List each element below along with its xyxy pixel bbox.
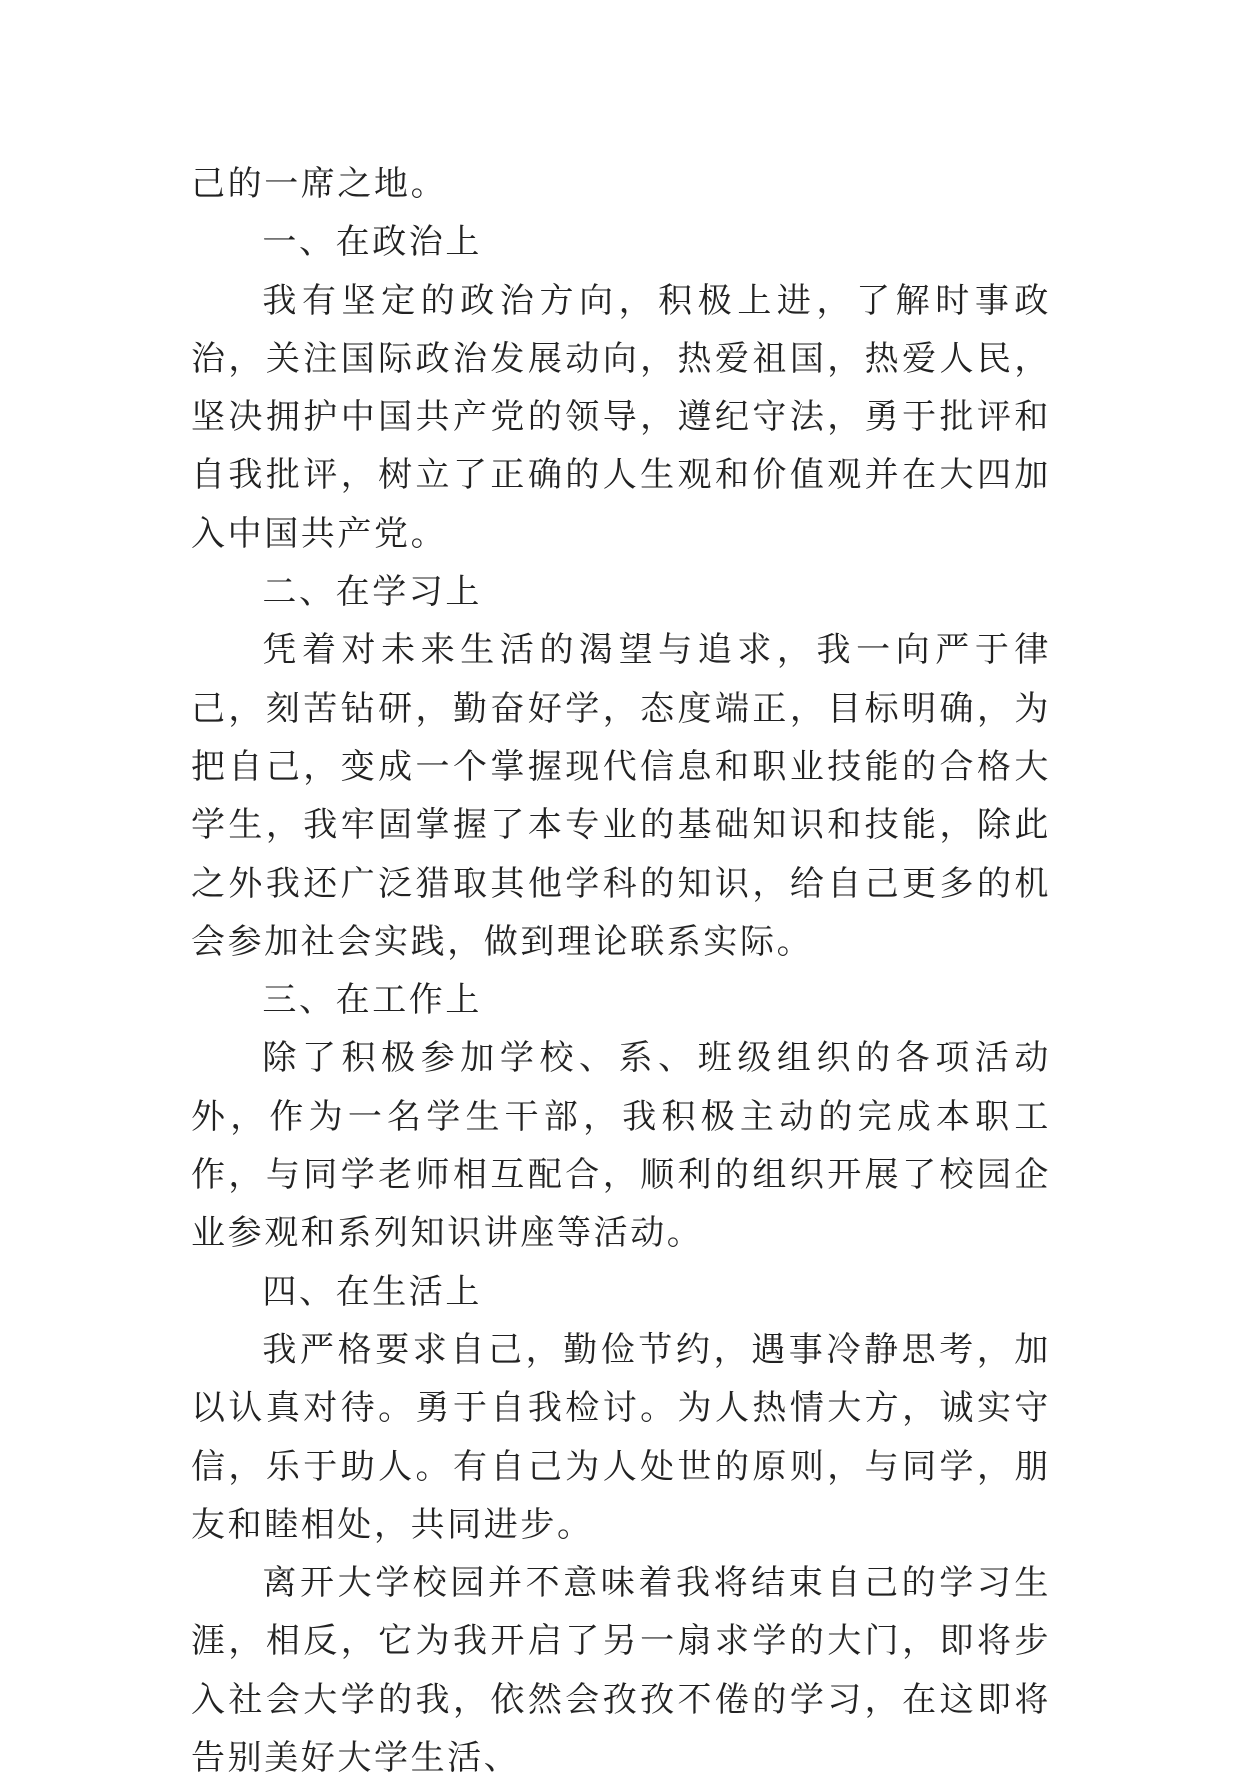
paragraph-conclusion: 离开大学校园并不意味着我将结束自己的学习生涯，相反，它为我开启了另一扇求学的大门，即将步入社会大学的我，依然会孜孜不倦的学习，在这即将告别美好大学生活、	[191, 1563, 1051, 1779]
paragraph-study: 凭着对未来生活的渴望与追求，我一向严于律己，刻苦钻研，勤奋好学，态度端正，目标明确，为把自己，变成一个掌握现代信息和职业技能的合格大学生，我牢固掌握了本专业的基础知识和技能，除此之外我还广泛猎取其他学科的知识，给自己更多的机会参加社会实践，做到理论联系实际。	[191, 630, 1051, 962]
section-heading-life: 四、在生活上	[262, 1271, 482, 1312]
document-body	[191, 155, 1051, 1787]
section-heading-study: 二、在学习上	[262, 572, 482, 613]
paragraph-politics: 我有坚定的政治方向，积极上进，了解时事政治，关注国际政治发展动向，热爱祖国，热爱人民，坚决拥护中国共产党的领导，遵纪守法，勇于批评和自我批评，树立了正确的人生观和价值观并在大四加入中国共产党。	[191, 280, 1051, 554]
section-heading-politics: 一、在政治上	[262, 222, 482, 263]
section-heading-work: 三、在工作上	[262, 980, 482, 1021]
paragraph-life: 我严格要求自己，勤俭节约，遇事冷静思考，加以认真对待。勇于自我检讨。为人热情大方，诚实守信，乐于助人。有自己为人处世的原则，与同学，朋友和睦相处，共同进步。	[191, 1329, 1051, 1545]
paragraph-work: 除了积极参加学校、系、班级组织的各项活动外，作为一名学生干部，我积极主动的完成本职工作，与同学老师相互配合，顺利的组织开展了校园企业参观和系列知识讲座等活动。	[191, 1038, 1051, 1254]
paragraph-continuation: 己的一席之地。	[191, 164, 448, 204]
